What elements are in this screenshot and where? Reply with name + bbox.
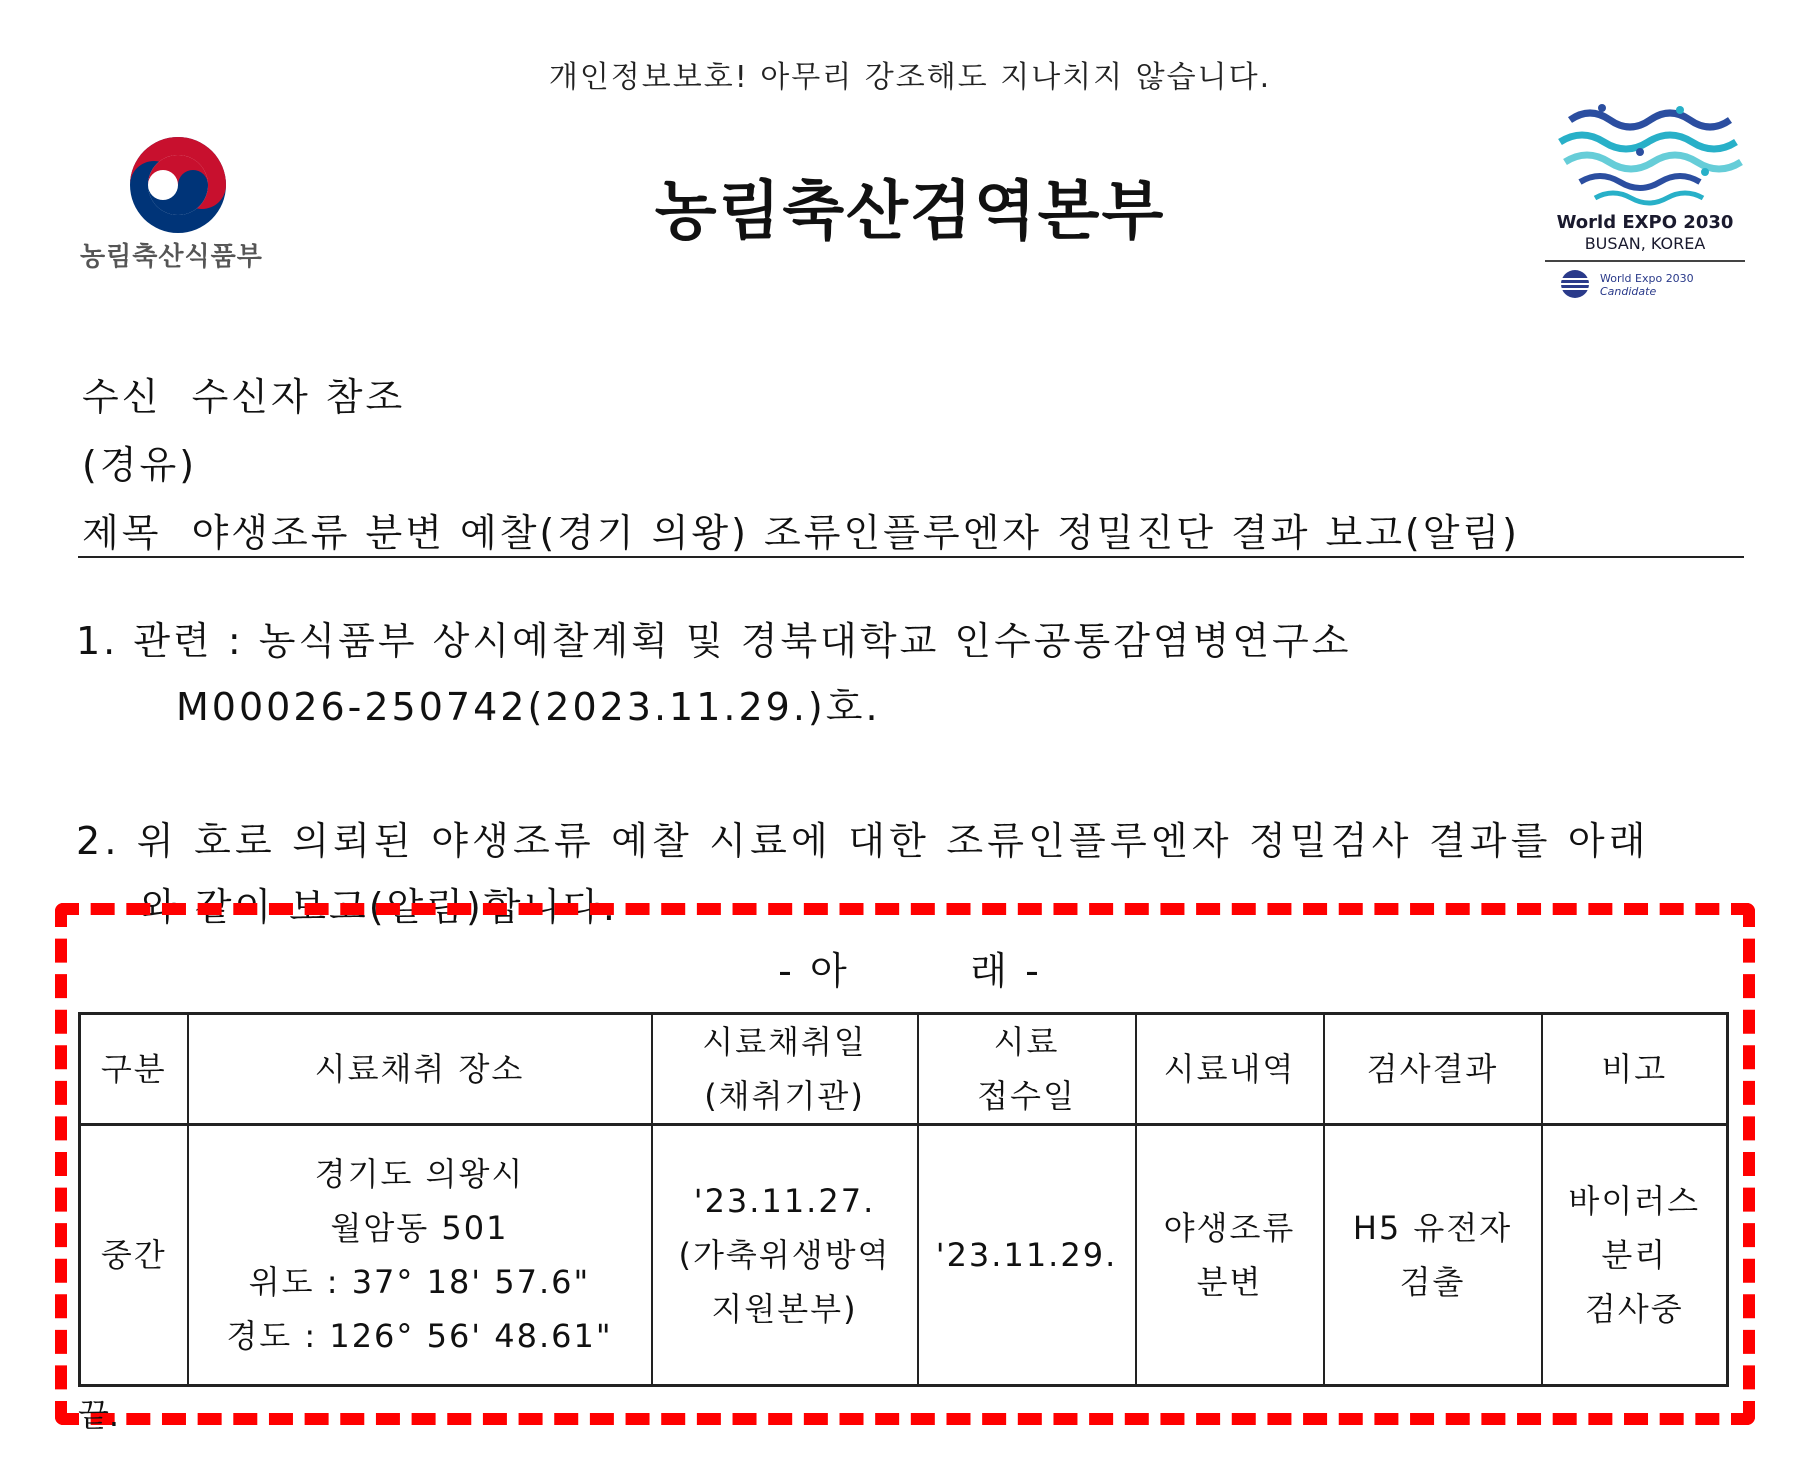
table-header-row <box>80 1014 1728 1125</box>
header-location: 시료채취 장소 <box>188 1014 652 1125</box>
item1-line2: M00026-250742(2023.11.29.)호. <box>176 685 881 729</box>
arae-heading: - 아 래 - <box>778 949 1042 993</box>
organization-title: 농림축산검역본부 <box>654 175 1166 249</box>
cell-location: 경기도 의왕시 월암동 501 위도 : 37° 18' 57.6" 경도 : 126° 56' 48.61" <box>188 1125 652 1386</box>
header-divider <box>78 556 1744 558</box>
header-sample: 시료내역 <box>1136 1014 1324 1125</box>
cell-result: H5 유전자 검출 <box>1324 1125 1542 1386</box>
expo-candidate-text <box>1600 272 1694 298</box>
cell-sample: 야생조류 분변 <box>1136 1125 1324 1386</box>
subject-line: 제목 야생조류 분변 예찰(경기 의왕) 조류인플루엔자 정밀진단 결과 보고(알림) <box>82 511 1520 555</box>
header-remarks: 비고 <box>1542 1014 1728 1125</box>
expo-candidate-line1: World Expo 2030 <box>1600 272 1694 285</box>
privacy-banner: 개인정보보호! 아무리 강조해도 지나치지 않습니다. <box>548 60 1272 95</box>
cell-remarks: 바이러스 분리 검사중 <box>1542 1125 1728 1386</box>
header-result: 검사결과 <box>1324 1014 1542 1125</box>
expo-divider <box>1545 260 1745 262</box>
via-line: (경유) <box>82 443 198 487</box>
item2-line2: 와 같이 보고(알림)합니다. <box>140 885 618 929</box>
header-collection-date: 시료채취일 (채취기관) <box>652 1014 918 1125</box>
item2-line1: 2. 위 호로 의뢰된 야생조류 예찰 시료에 대한 조류인플루엔자 정밀검사 결과를 아래 <box>76 819 1650 863</box>
item1-line1: 1. 관련 : 농식품부 상시예찰계획 및 경북대학교 인수공통감염병연구소 <box>76 619 1352 663</box>
expo-candidate-line2: Candidate <box>1600 285 1657 298</box>
end-mark: 끝. <box>78 1396 120 1434</box>
cell-received-date: '23.11.29. <box>918 1125 1136 1386</box>
cell-collection-date: '23.11.27. (가축위생방역 지원본부) <box>652 1125 918 1386</box>
expo-globe-icon <box>1555 268 1595 300</box>
expo-title: World EXPO 2030 <box>1556 212 1734 233</box>
header-received-date: 시료 접수일 <box>918 1014 1136 1125</box>
cell-category: 중간 <box>80 1125 188 1386</box>
table-row <box>80 1125 1728 1386</box>
header-category: 구분 <box>80 1014 188 1125</box>
ministry-logo-text: 농림축산식품부 <box>80 242 263 272</box>
recipient-line: 수신 수신자 참조 <box>82 375 406 419</box>
expo-subtitle: BUSAN, KOREA <box>1584 234 1706 253</box>
result-table <box>78 1012 1729 1387</box>
